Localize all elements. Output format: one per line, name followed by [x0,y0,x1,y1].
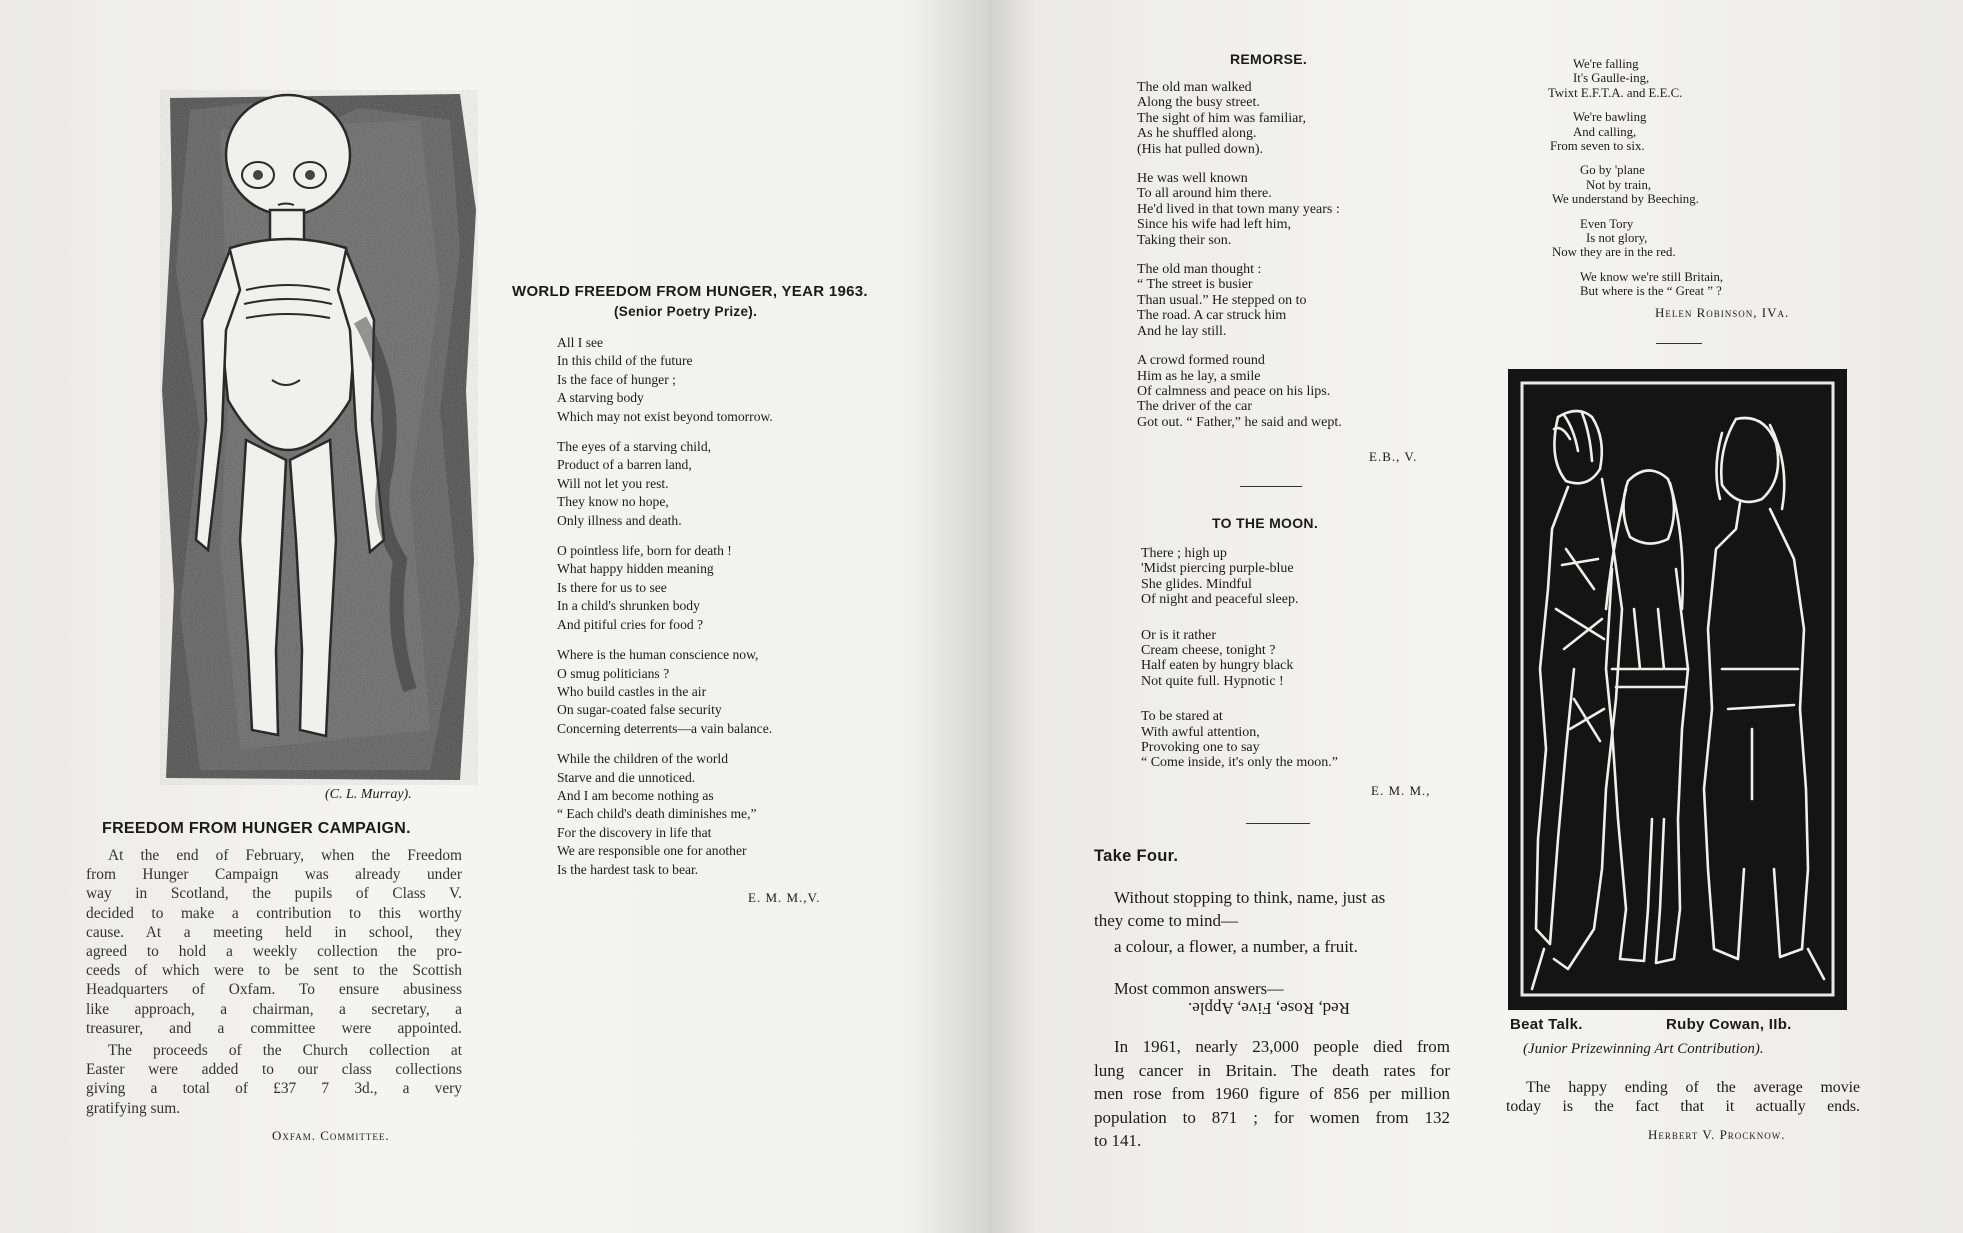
falling-poem [1548,57,1723,299]
article-line: way in Scotland, the pupils of Class V. [86,885,462,903]
poem-line: Of calmness and peace on his lips. [1137,383,1331,399]
poem-line: On sugar-coated false security [557,702,722,718]
poem-line: (His hat pulled down). [1137,141,1263,157]
poem-line: For the discovery in life that [557,824,712,840]
poem-subtitle: (Senior Poetry Prize). [614,304,758,319]
intro-line: they come to mind— [1094,911,1239,930]
divider [1246,823,1310,824]
answers-label: Most common answers— [1114,979,1284,998]
poem-stanza [557,646,773,738]
poem-line: “ Each child's death diminishes me,” [557,806,757,822]
poem-stanza [1137,262,1342,339]
poem-line: We know we're still Britain, [1580,269,1724,284]
poem-line: From seven to six. [1550,139,1645,154]
poem-stanza [1137,353,1342,430]
hunger-poem [557,334,773,891]
moon-author: E. M. M., [1371,783,1431,798]
poem-line: We are responsible one for another [557,843,747,859]
poem-line: Taking their son. [1137,232,1232,248]
poem-stanza [1548,110,1723,153]
remorse-title: REMORSE. [1230,51,1308,67]
remorse-author: E.B., V. [1369,449,1418,464]
divider [1240,486,1302,487]
poem-line: It's Gaulle-ing, [1573,71,1650,86]
poem-line: As he shuffled along. [1137,126,1257,142]
poem-title: WORLD FREEDOM FROM HUNGER, YEAR 1963. [512,283,868,300]
poem-stanza [557,750,773,879]
poem-line: Is the hardest task to bear. [557,861,699,877]
poem-line: Than usual.” He stepped on to [1137,292,1307,308]
article-line: The proceeds of the Church collection at [108,1042,462,1060]
poem-line: Of night and peaceful sleep. [1141,592,1299,608]
take-four-intro [1094,886,1448,932]
article-line: like approach, a chairman, a secretary, a [86,1000,462,1018]
poem-line: All I see [557,335,604,350]
upside-down-answers: Red, Rose, Five, Apple. [1188,999,1350,1018]
poem-line: Who build castles in the air [557,683,707,699]
poem-stanza [1548,163,1723,206]
poem-line: Will not let you rest. [557,475,669,491]
poem-stanza [1548,217,1723,260]
poem-stanza [1137,80,1342,157]
art-artist: Ruby Cowan, IIb. [1666,1016,1792,1033]
beat-talk-artwork [1508,369,1847,1010]
campaign-article [86,846,462,1118]
article-line: Easter were added to our class collections [86,1061,462,1079]
poem-line: The old man walked [1137,80,1252,95]
poem-line: We understand by Beeching. [1552,192,1699,207]
moon-poem [1141,546,1338,785]
article-line: cause. At a meeting held in school, they [86,923,462,941]
poem-line: The driver of the car [1137,399,1253,415]
poem-line: Along the busy street. [1137,95,1260,111]
stat-line: In 1961, nearly 23,000 people died from [1114,1037,1450,1056]
poem-line: What happy hidden meaning [557,561,714,577]
stat-line: to 141. [1094,1131,1142,1150]
poem-line: And I am become nothing as [557,787,714,803]
art-credit: (C. L. Murray). [325,787,412,802]
article-line: agreed to hold a weekly collection the pro- [86,943,462,961]
stat-line: men rose from 1960 figure of 856 per million [1094,1084,1450,1103]
poem-line: In this child of the future [557,353,693,369]
poem-line: A crowd formed round [1137,353,1265,369]
poem-line: “ The street is busier [1137,277,1253,293]
poem-line: Since his wife had left him, [1137,217,1291,233]
movie-quote [1506,1078,1860,1116]
poem-line: Cream cheese, tonight ? [1141,643,1276,659]
poem-line: Now they are in the red. [1552,245,1676,260]
campaign-paragraph-2 [86,1041,462,1118]
poem-line: They know no hope, [557,494,669,510]
poem-line: Concerning deterrents—a vain balance. [557,720,773,736]
poem-author: E. M. M.,V. [748,890,821,905]
poem-line: To be stared at [1141,709,1223,725]
poem-line: With awful attention, [1141,724,1260,740]
poem-line: Go by 'plane [1580,163,1645,178]
article-line: decided to make a contribution to this worthy [86,904,462,922]
lung-cancer-statistic [1094,1035,1450,1153]
poem-stanza [1141,709,1338,771]
campaign-title: FREEDOM FROM HUNGER CAMPAIGN. [102,820,411,837]
article-line: treasurer, and a committee were appointed. [86,1019,462,1037]
poem-stanza [1137,171,1342,248]
take-four-title: Take Four. [1094,847,1179,865]
stat-line: population to 871 ; for women from 132 [1094,1107,1450,1127]
poem-line: 'Midst piercing purple-blue [1141,561,1294,577]
art-title: Beat Talk. [1510,1016,1583,1033]
poem-line: “ Come inside, it's only the moon.” [1141,755,1338,771]
poem-stanza [1141,546,1338,608]
intro-line: Without stopping to think, name, just as [1114,888,1386,907]
poem-stanza [1548,57,1723,100]
poem-line: O pointless life, born for death ! [557,543,732,559]
poem-stanza [1141,628,1338,690]
poem-line: And pitiful cries for food ? [557,616,704,632]
divider [1656,343,1702,344]
take-four-items: a colour, a flower, a number, a fruit. [1114,937,1358,956]
poem-stanza [557,438,773,530]
remorse-poem [1137,80,1342,444]
poem-stanza [557,542,773,634]
poem-line: The old man thought : [1137,262,1262,278]
right-page [988,0,1963,1233]
poem-stanza [557,334,773,426]
poem-line: O smug politicians ? [557,665,670,681]
poem-line: Only illness and death. [557,512,682,528]
poem-line: A starving body [557,390,644,406]
poem-line: Where is the human conscience now, [557,647,759,663]
campaign-paragraph-1 [86,846,462,1038]
falling-author: Helen Robinson, IVa. [1655,305,1790,320]
poem-line: Got out. “ Father,” he said and wept. [1137,414,1342,430]
poem-line: Him as he lay, a smile [1137,368,1261,384]
poem-line: We're falling [1573,57,1639,71]
poem-line: There ; high up [1141,546,1227,561]
poem-line: Is not glory, [1586,231,1648,246]
quote-line: The happy ending of the average movie [1526,1079,1860,1096]
poem-line: Even Tory [1580,216,1634,231]
poem-line: Not by train, [1586,177,1652,192]
poem-line: The sight of him was familiar, [1137,110,1306,126]
poem-line: Provoking one to say [1141,740,1260,756]
article-line: gratifying sum. [86,1099,181,1117]
article-line: giving a total of £37 7 3d., a very [86,1080,462,1098]
poem-line: While the children of the world [557,751,728,767]
art-caption: (Junior Prizewinning Art Contribution). [1523,1041,1764,1057]
poem-line: But where is the “ Great ” ? [1580,284,1722,299]
poem-line: In a child's shrunken body [557,598,700,614]
poem-line: She glides. Mindful [1141,576,1252,592]
article-line: ceeds of which were to be sent to the Scottish [86,962,462,980]
starving-child-artwork [160,90,478,785]
poem-line: We're bawling [1573,110,1647,125]
poem-line: Is there for us to see [557,579,667,595]
poem-line: The road. A car struck him [1137,308,1287,324]
poem-line: Or is it rather [1141,627,1217,643]
poem-line: Not quite full. Hypnotic ! [1141,673,1284,689]
poem-line: And he lay still. [1137,323,1227,339]
poem-line: To all around him there. [1137,186,1272,202]
poem-stanza [1548,270,1723,299]
poem-line: Half eaten by hungry black [1141,658,1294,674]
article-line: Headquarters of Oxfam. To ensure abusiness [86,981,462,999]
poem-line: Starve and die unnoticed. [557,769,696,785]
quote-author: Herbert V. Procknow. [1648,1127,1786,1142]
poem-line: The eyes of a starving child, [557,439,712,455]
poem-line: Which may not exist beyond tomorrow. [557,408,773,424]
stat-line: lung cancer in Britain. The death rates for [1094,1060,1450,1080]
moon-title: TO THE MOON. [1212,515,1319,531]
poem-line: Is the face of hunger ; [557,371,676,387]
poem-line: Twixt E.F.T.A. and E.E.C. [1548,85,1683,100]
article-line: At the end of February, when the Freedom [108,847,462,864]
poem-line: He was well known [1137,171,1248,187]
poem-line: And calling, [1573,124,1637,139]
poem-line: Product of a barren land, [557,457,692,473]
campaign-signature: Oxfam. Committee. [272,1128,390,1143]
article-line: from Hunger Campaign was already under [86,866,462,884]
poem-line: He'd lived in that town many years : [1137,201,1340,217]
quote-line: today is the fact that it actually ends. [1506,1098,1860,1115]
